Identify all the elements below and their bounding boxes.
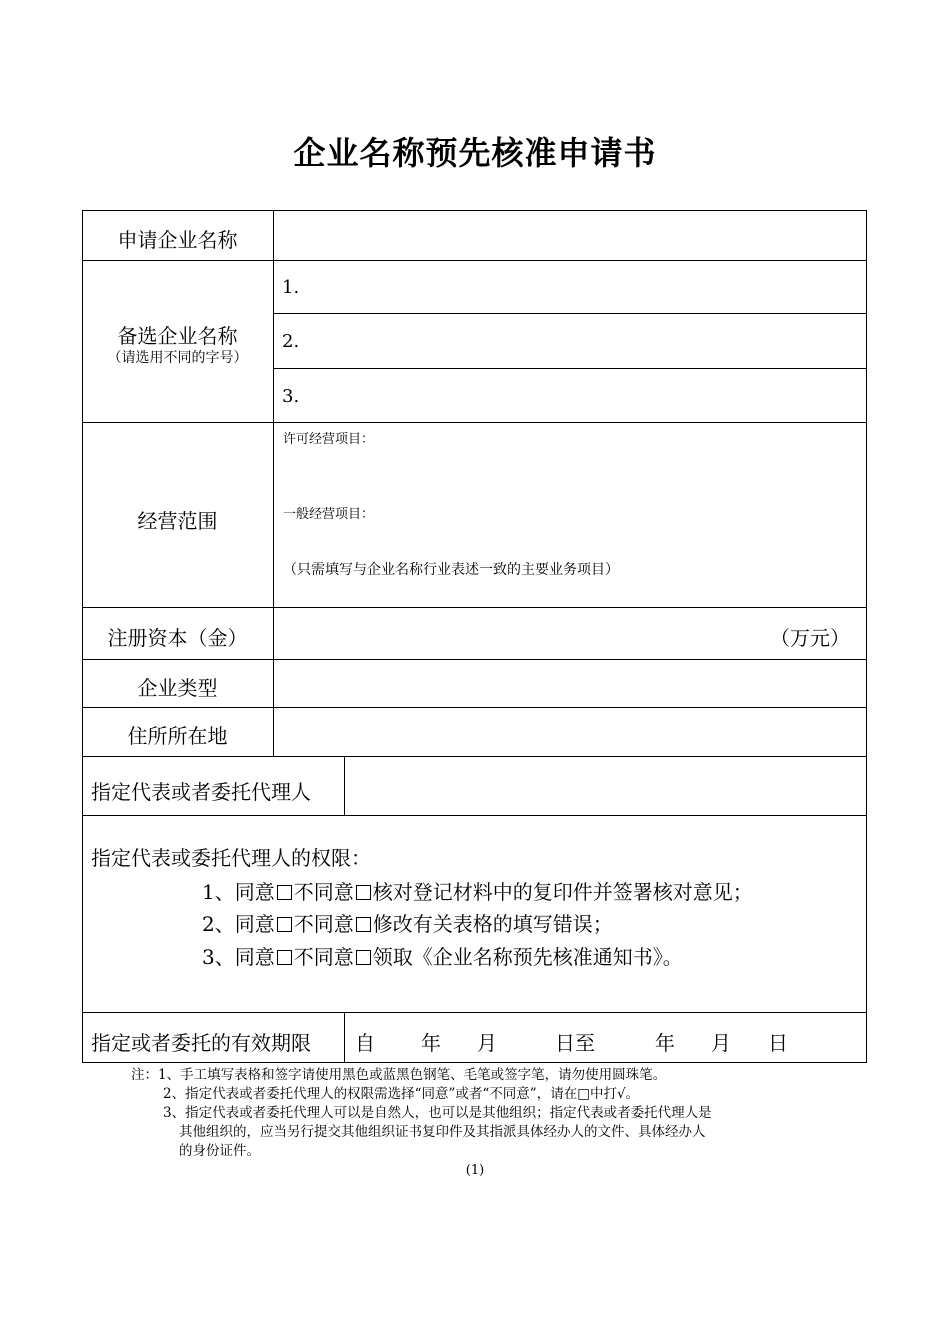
authority-item-text: 核对登记材料中的复印件并签署核对意见；	[372, 880, 753, 904]
agree-checkbox[interactable]	[277, 917, 292, 932]
alternative-name-number-3: 3.	[282, 386, 300, 407]
validity-year-1: 年	[421, 1031, 441, 1055]
note-3-line-1: 3、指定代表或者委托代理人可以是自然人，也可以是其他组织；指定代表或者委托代理人是	[163, 1105, 712, 1121]
validity-month-1: 月	[477, 1031, 497, 1055]
authority-item-number: 1、	[202, 880, 235, 904]
address-label: 住所所在地	[127, 724, 228, 748]
agree-label: 同意	[234, 945, 275, 969]
validity-label: 指定或者委托的有效期限	[91, 1031, 311, 1055]
agent-label: 指定代表或者委托代理人	[91, 780, 311, 804]
agree-label: 同意	[234, 912, 275, 936]
agree-checkbox[interactable]	[277, 950, 292, 965]
page-title: 企业名称预先核准申请书	[293, 134, 657, 172]
alternative-name-number-2: 2.	[282, 331, 300, 352]
disagree-checkbox[interactable]	[356, 950, 371, 965]
note-3-line-2: 其他组织的，应当另行提交其他组织证书复印件及其指派具体经办人的文件、具体经办人	[179, 1124, 706, 1140]
capital-unit: （万元）	[770, 626, 850, 650]
validity-day-2: 日	[768, 1031, 788, 1055]
agent-field[interactable]	[345, 757, 866, 815]
validity-field[interactable]	[345, 1013, 866, 1062]
alternative-names-sublabel: （请选用不同的字号）	[107, 350, 248, 366]
agree-checkbox[interactable]	[277, 885, 292, 900]
general-items-label: 一般经营项目：	[283, 507, 375, 522]
validity-month-2: 月	[711, 1031, 731, 1055]
registered-capital-field[interactable]	[274, 608, 866, 659]
note-3-line-3: 的身份证件。	[179, 1143, 260, 1159]
business-scope-label: 经营范围	[137, 509, 218, 533]
validity-year-2: 年	[655, 1031, 675, 1055]
disagree-label: 不同意	[293, 912, 354, 936]
authority-heading: 指定代表或委托代理人的权限：	[91, 846, 371, 870]
company-type-label: 企业类型	[137, 676, 218, 700]
alternative-name-number-1: 1.	[282, 277, 300, 298]
alternative-names-label: 备选企业名称	[117, 324, 238, 348]
authority-item-text: 修改有关表格的填写错误；	[372, 912, 613, 936]
note-2: 2、指定代表或者委托代理人的权限需选择“同意”或者“不同意”，请在□中打√。	[163, 1086, 640, 1102]
disagree-label: 不同意	[293, 880, 354, 904]
authority-item-text: 领取《企业名称预先核准通知书》。	[372, 945, 683, 969]
business-scope-field[interactable]	[274, 423, 866, 607]
agree-label: 同意	[234, 880, 275, 904]
authority-item-1	[202, 876, 753, 905]
registered-capital-label: 注册资本（金）	[107, 626, 248, 650]
authority-item-number: 2、	[202, 912, 235, 936]
authority-item-3	[202, 941, 683, 970]
validity-day-to: 日至	[555, 1031, 595, 1055]
company-type-field[interactable]	[274, 660, 866, 707]
business-scope-hint: （只需填写与企业名称行业表述一致的主要业务项目）	[283, 562, 619, 578]
alternative-name-field-1[interactable]	[274, 261, 866, 313]
address-field[interactable]	[274, 708, 866, 756]
disagree-label: 不同意	[293, 945, 354, 969]
applicant-name-label: 申请企业名称	[117, 228, 238, 252]
note-1: 注：1、手工填写表格和签字请使用黑色或蓝黑色钢笔、毛笔或签字笔，请勿使用圆珠笔。	[131, 1067, 667, 1083]
alternative-name-field-3[interactable]	[274, 369, 866, 422]
alternative-name-field-2[interactable]	[274, 314, 866, 368]
page-number: (1)	[465, 1163, 485, 1178]
authority-item-2	[202, 908, 613, 937]
disagree-checkbox[interactable]	[356, 917, 371, 932]
disagree-checkbox[interactable]	[356, 885, 371, 900]
applicant-name-field[interactable]	[274, 211, 866, 260]
authority-item-number: 3、	[202, 945, 235, 969]
licensed-items-label: 许可经营项目：	[283, 432, 375, 447]
validity-from: 自	[355, 1031, 375, 1055]
